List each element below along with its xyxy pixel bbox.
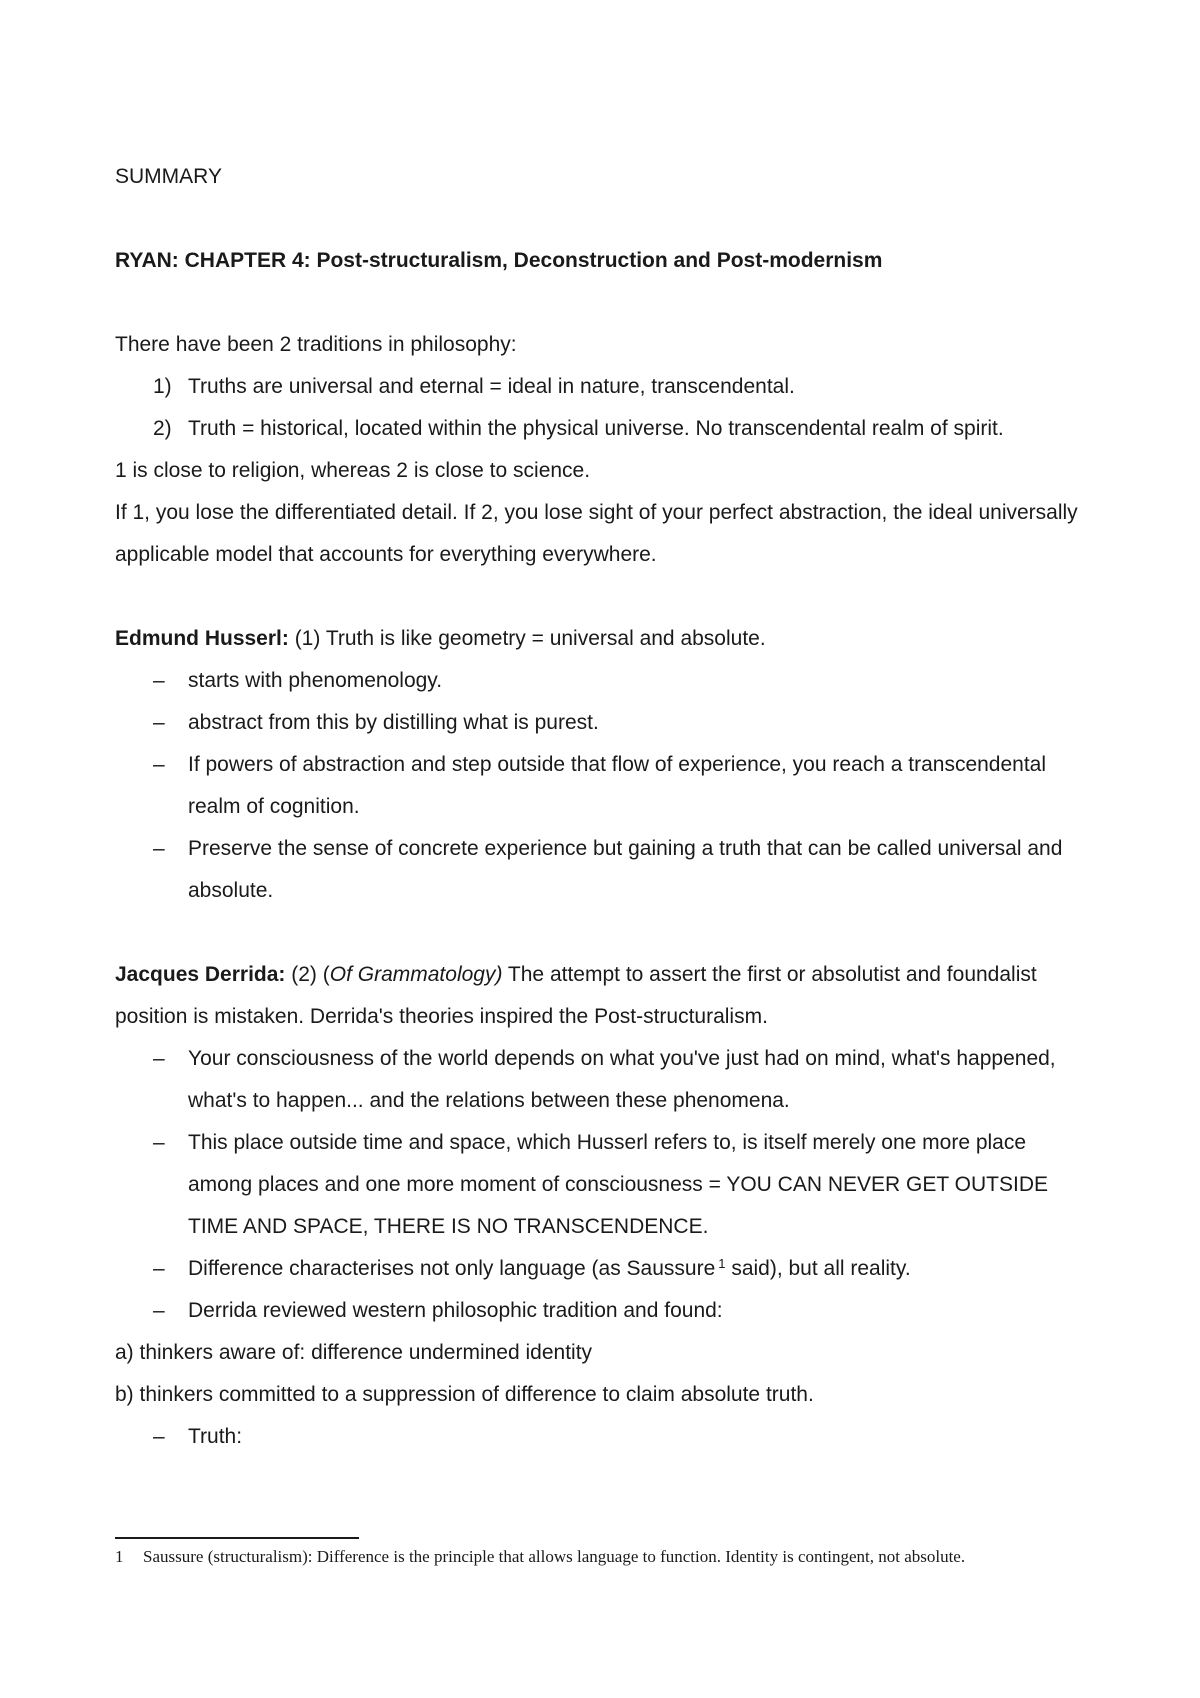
saussure-text: Difference characterises not only language (as Saussure [188, 1257, 716, 1280]
tradition-item [115, 408, 1095, 450]
book-title: Of Grammatology) [329, 963, 503, 986]
dash-marker: – [153, 669, 165, 692]
footnote-reference[interactable]: 1 [718, 1256, 726, 1271]
dash-marker: – [153, 1131, 165, 1154]
list-number: 2) [153, 417, 172, 440]
summary-heading: SUMMARY [115, 165, 222, 188]
list-item-text: abstract from this by distilling what is purest. [188, 711, 599, 734]
list-item [115, 1290, 1095, 1332]
list-item-text: starts with phenomenology. [188, 669, 443, 692]
list-item [115, 702, 1095, 744]
tradition-item [115, 366, 1095, 408]
husserl-paragraph [115, 618, 1095, 660]
chapter-title: RYAN: CHAPTER 4: Post-structuralism, Deconstruction and Post-modernism [115, 249, 883, 272]
list-item-text [188, 1257, 911, 1280]
list-item [115, 828, 1095, 912]
footnote-separator [115, 1537, 359, 1539]
dash-marker: – [153, 837, 165, 860]
derrida-pre: (2) ( [285, 963, 330, 986]
list-item [115, 1122, 1095, 1248]
document-body [115, 156, 1095, 1458]
derrida-paragraph [115, 954, 1095, 1038]
list-item [115, 1248, 1095, 1290]
list-item-text: This place outside time and space, which Husserl refers to, is itself merely one more place among places and one more moment of consciousness = YOU CAN NEVER GET OUTSIDE TIME AND SPACE, THERE IS NO TRANSCENDENCE. [188, 1131, 1049, 1238]
list-item-text: If powers of abstraction and step outside that flow of experience, you reach a transcendental realm of cognition. [188, 753, 1047, 818]
derrida-text: The attempt to assert the first or absolutist and foundalist position is mistaken. Derrida's theories inspired the Post-structuralism. [115, 963, 1037, 1028]
list-item [115, 1038, 1095, 1122]
dash-marker: – [153, 711, 165, 734]
list-item [115, 1416, 1095, 1458]
paragraph-lose: If 1, you lose the differentiated detail. If 2, you lose sight of your perfect abstraction, the ideal universally applicable model that accounts for everything everywhere. [115, 501, 1078, 566]
dash-marker: – [153, 1299, 165, 1322]
list-item-text: Your consciousness of the world depends on what you've just had on mind, what's happened, what's to happen... and the relations between these phenomena. [188, 1047, 1056, 1112]
list-number: 1) [153, 375, 172, 398]
husserl-text: (1) Truth is like geometry = universal and absolute. [288, 627, 766, 650]
footnote [115, 1546, 1095, 1568]
dash-marker: – [153, 1425, 165, 1448]
item-a: a) thinkers aware of: difference undermined identity [115, 1341, 593, 1364]
dash-marker: – [153, 753, 165, 776]
dash-marker: – [153, 1257, 165, 1280]
husserl-name: Edmund Husserl: [115, 627, 289, 650]
list-item [115, 744, 1095, 828]
footnote-number: 1 [115, 1547, 124, 1566]
intro-paragraph: There have been 2 traditions in philosophy: [115, 333, 517, 356]
derrida-name: Jacques Derrida: [115, 963, 286, 986]
paragraph-close: 1 is close to religion, whereas 2 is close to science. [115, 459, 591, 482]
footnote-text: Saussure (structuralism): Difference is the principle that allows language to function. Identity is contingent, not absolute. [143, 1547, 966, 1566]
list-item-text: Truth: [188, 1425, 243, 1448]
dash-marker: – [153, 1047, 165, 1070]
list-item-text: Truths are universal and eternal = ideal in nature, transcendental. [188, 375, 795, 398]
list-item-text: Preserve the sense of concrete experience but gaining a truth that can be called universal and absolute. [188, 837, 1063, 902]
item-b: b) thinkers committed to a suppression of difference to claim absolute truth. [115, 1383, 814, 1406]
list-item-text: Derrida reviewed western philosophic tradition and found: [188, 1299, 723, 1322]
list-item [115, 660, 1095, 702]
saussure-text-end: said), but all reality. [725, 1257, 911, 1280]
list-item-text: Truth = historical, located within the physical universe. No transcendental realm of spirit. [188, 417, 1004, 440]
